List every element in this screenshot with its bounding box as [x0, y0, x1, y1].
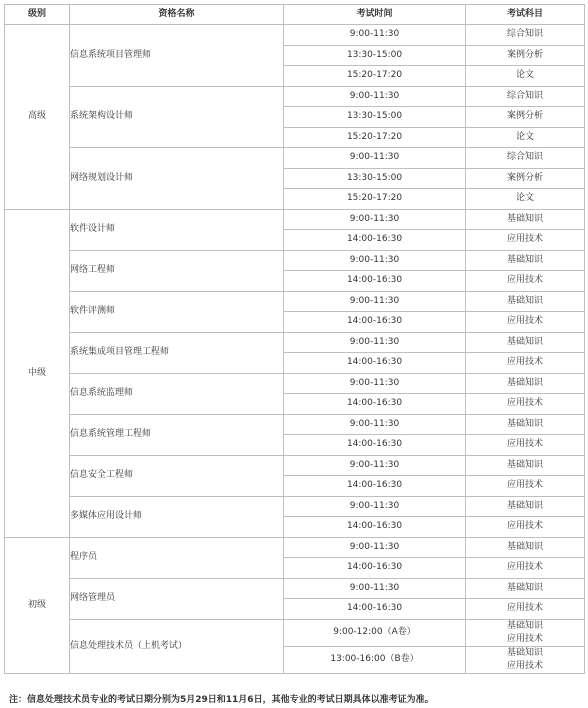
subject-cell [466, 189, 585, 210]
subject-label: 基础知识 [506, 254, 543, 265]
qualification-cell: 系统架构设计师 [70, 86, 284, 148]
subject-label: 应用技术 [506, 439, 543, 450]
table-header [5, 5, 585, 25]
time-cell: 9:00-11:30 [284, 86, 466, 107]
table-row [5, 25, 585, 46]
time-cell: 14:00-16:30 [284, 435, 466, 456]
time-cell: 9:00-11:30 [284, 496, 466, 517]
subject-cell [466, 373, 585, 394]
qualification-cell: 系统集成项目管理工程师 [70, 332, 284, 373]
subject-label: 基础知识 [506, 418, 543, 429]
qualification-cell: 信息处理技术员（上机考试） [70, 619, 284, 673]
qualification-cell: 软件评测师 [70, 291, 284, 332]
time-cell: 15:20-17:20 [284, 189, 466, 210]
subject-cell [466, 476, 585, 497]
subject-cell [466, 66, 585, 87]
subject-cell [466, 291, 585, 312]
subject-label: 基础知识 [506, 295, 543, 306]
subject-label: 基础知识 [506, 541, 543, 552]
time-cell: 14:00-16:30 [284, 394, 466, 415]
subject-label: 应用技术 [506, 562, 543, 573]
subject-label: 应用技术 [506, 357, 543, 368]
time-cell: 15:20-17:20 [284, 127, 466, 148]
subject-label: 应用技术 [506, 521, 543, 532]
time-cell: 15:20-17:20 [284, 66, 466, 87]
header-row [5, 5, 585, 25]
subject-cell [466, 168, 585, 189]
table-row [5, 619, 585, 646]
header-qualification: 资格名称 [70, 5, 284, 25]
subject-cell [466, 148, 585, 169]
header-level: 级别 [5, 5, 70, 25]
subject-label: 应用技术 [506, 660, 543, 671]
subject-label: 案例分析 [506, 49, 543, 60]
subject-cell [466, 86, 585, 107]
subject-label: 应用技术 [506, 633, 543, 644]
table-row [5, 537, 585, 558]
table-row [5, 332, 585, 353]
time-cell: 9:00-11:30 [284, 537, 466, 558]
table-row [5, 250, 585, 271]
time-cell: 14:00-16:30 [284, 312, 466, 333]
subject-cell [466, 619, 585, 646]
time-cell: 14:00-16:30 [284, 558, 466, 579]
qualification-cell: 网络规划设计师 [70, 148, 284, 210]
subject-label: 论文 [515, 70, 534, 81]
subject-label: 应用技术 [506, 316, 543, 327]
time-cell: 14:00-16:30 [284, 271, 466, 292]
subject-cell [466, 455, 585, 476]
subject-cell [466, 230, 585, 251]
qualification-cell: 信息系统项目管理师 [70, 25, 284, 87]
subject-cell [466, 435, 585, 456]
level-cell: 中级 [5, 209, 70, 537]
subject-cell [466, 312, 585, 333]
qualification-cell: 网络管理员 [70, 578, 284, 619]
qualification-cell: 程序员 [70, 537, 284, 578]
qualification-cell: 信息安全工程师 [70, 455, 284, 496]
exam-schedule-table [4, 4, 585, 674]
time-cell: 14:00-16:30 [284, 599, 466, 620]
subject-label: 基础知识 [506, 500, 543, 511]
table-row [5, 578, 585, 599]
time-cell: 9:00-11:30 [284, 291, 466, 312]
table-row [5, 209, 585, 230]
subject-cell [466, 414, 585, 435]
subject-label: 基础知识 [506, 582, 543, 593]
time-cell: 13:30-15:00 [284, 107, 466, 128]
time-cell: 9:00-11:30 [284, 455, 466, 476]
subject-cell [466, 250, 585, 271]
table-row [5, 86, 585, 107]
table-row [5, 496, 585, 517]
subject-cell [466, 517, 585, 538]
subject-label: 应用技术 [506, 603, 543, 614]
time-cell: 9:00-11:30 [284, 332, 466, 353]
table-body [5, 25, 585, 674]
subject-label: 基础知识 [506, 647, 543, 658]
subject-label: 综合知识 [506, 152, 543, 163]
time-cell: 14:00-16:30 [284, 230, 466, 251]
table-row [5, 455, 585, 476]
subject-cell [466, 209, 585, 230]
time-cell: 13:30-15:00 [284, 45, 466, 66]
time-cell: 9:00-11:30 [284, 373, 466, 394]
time-cell: 9:00-11:30 [284, 148, 466, 169]
subject-label: 综合知识 [506, 90, 543, 101]
level-cell: 初级 [5, 537, 70, 673]
subject-cell [466, 107, 585, 128]
subject-cell [466, 353, 585, 374]
subject-label: 应用技术 [506, 275, 543, 286]
subject-cell [466, 45, 585, 66]
subject-label: 基础知识 [506, 377, 543, 388]
subject-label: 案例分析 [506, 172, 543, 183]
table-row [5, 373, 585, 394]
subject-label: 综合知识 [506, 29, 543, 40]
subject-label: 基础知识 [506, 336, 543, 347]
subject-cell [466, 394, 585, 415]
time-cell: 9:00-11:30 [284, 209, 466, 230]
qualification-cell: 多媒体应用设计师 [70, 496, 284, 537]
subject-label: 基础知识 [506, 620, 543, 631]
time-cell: 14:00-16:30 [284, 517, 466, 538]
subject-cell [466, 332, 585, 353]
footnote: 注：信息处理技术员专业的考试日期分别为5月29日和11月6日，其他专业的考试日期具体以准考证为准。 [9, 695, 434, 705]
time-cell: 9:00-11:30 [284, 25, 466, 46]
time-cell: 9:00-12:00（A卷） [284, 619, 466, 646]
subject-label: 基础知识 [506, 213, 543, 224]
subject-label: 应用技术 [506, 234, 543, 245]
subject-label: 论文 [515, 193, 534, 204]
time-cell: 14:00-16:30 [284, 353, 466, 374]
subject-cell [466, 578, 585, 599]
time-cell: 13:00-16:00（B卷） [284, 646, 466, 673]
subject-cell [466, 558, 585, 579]
qualification-cell: 信息系统监理师 [70, 373, 284, 414]
subject-label: 应用技术 [506, 480, 543, 491]
qualification-cell: 软件设计师 [70, 209, 284, 250]
header-time: 考试时间 [284, 5, 466, 25]
time-cell: 13:30-15:00 [284, 168, 466, 189]
subject-cell [466, 127, 585, 148]
qualification-cell: 网络工程师 [70, 250, 284, 291]
subject-cell [466, 646, 585, 673]
time-cell: 9:00-11:30 [284, 414, 466, 435]
table-row [5, 414, 585, 435]
subject-cell [466, 496, 585, 517]
table-row [5, 291, 585, 312]
time-cell: 9:00-11:30 [284, 250, 466, 271]
subject-label: 应用技术 [506, 398, 543, 409]
subject-label: 基础知识 [506, 459, 543, 470]
subject-cell [466, 25, 585, 46]
subject-cell [466, 537, 585, 558]
level-cell: 高级 [5, 25, 70, 210]
time-cell: 9:00-11:30 [284, 578, 466, 599]
table-row [5, 148, 585, 169]
subject-cell [466, 599, 585, 620]
time-cell: 14:00-16:30 [284, 476, 466, 497]
qualification-cell: 信息系统管理工程师 [70, 414, 284, 455]
subject-label: 论文 [515, 131, 534, 142]
header-subject: 考试科目 [466, 5, 585, 25]
subject-label: 案例分析 [506, 111, 543, 122]
subject-cell [466, 271, 585, 292]
